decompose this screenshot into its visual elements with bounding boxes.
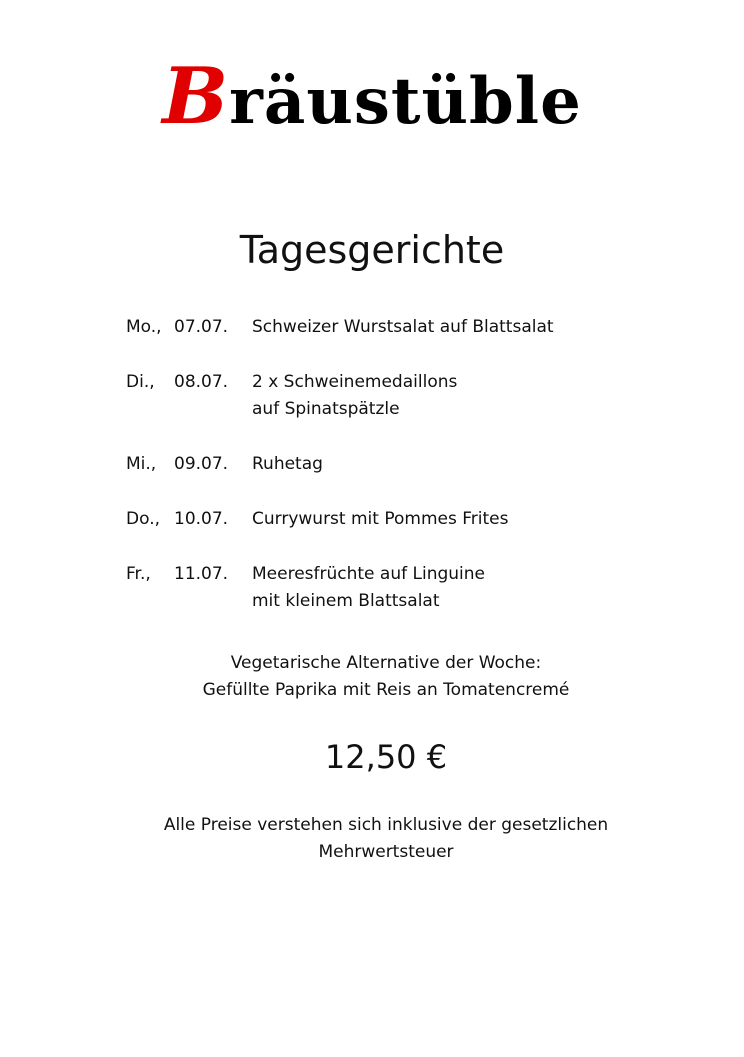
- logo-initial: B: [162, 51, 230, 142]
- menu-day: [126, 451, 244, 478]
- menu-row-friday: [126, 561, 646, 615]
- day-abbr: Do.,: [126, 509, 160, 529]
- day-abbr: Di.,: [126, 372, 155, 392]
- tax-note: [0, 812, 744, 866]
- day-abbr: Mo.,: [126, 317, 162, 337]
- tax-note-line: Alle Preise verstehen sich inklusive der gesetzlichen: [163, 815, 609, 835]
- menu-day: [126, 369, 244, 396]
- dish-line: Ruhetag: [252, 454, 323, 474]
- dish-line: Schweizer Wurstsalat auf Blattsalat: [252, 317, 554, 337]
- menu-day: [126, 561, 244, 588]
- page-title: Tagesgerichte: [239, 228, 505, 272]
- day-date: 07.07.: [174, 317, 229, 337]
- menu-dishes: [252, 369, 646, 423]
- vegetarian-dish: Gefüllte Paprika mit Reis an Tomatencremé: [202, 680, 570, 700]
- day-abbr: Mi.,: [126, 454, 157, 474]
- menu-dishes: [252, 314, 646, 341]
- brand-logo: [0, 52, 744, 147]
- menu-day: [126, 506, 244, 533]
- tax-note-line: Mehrwertsteuer: [318, 842, 454, 862]
- vegetarian-heading: Vegetarische Alternative der Woche:: [230, 653, 542, 673]
- daily-menu: [126, 314, 646, 643]
- menu-dishes: [252, 506, 646, 533]
- dish-line: mit kleinem Blattsalat: [252, 591, 440, 611]
- day-date: 11.07.: [174, 564, 229, 584]
- menu-dishes: [252, 561, 646, 615]
- menu-day: [126, 314, 244, 341]
- dish-line: 2 x Schweinemedaillons: [252, 372, 458, 392]
- dish-line: Meeresfrüchte auf Linguine: [252, 564, 485, 584]
- day-date: 10.07.: [174, 509, 229, 529]
- menu-row-tuesday: [126, 369, 646, 423]
- logo-text: räustüble: [229, 64, 582, 139]
- menu-dishes: [252, 451, 646, 478]
- vegetarian-alternative: [0, 650, 744, 704]
- day-date: 08.07.: [174, 372, 229, 392]
- menu-row-monday: [126, 314, 646, 341]
- day-date: 09.07.: [174, 454, 229, 474]
- dish-line: Currywurst mit Pommes Frites: [252, 509, 509, 529]
- menu-row-thursday: [126, 506, 646, 533]
- dish-line: auf Spinatspätzle: [252, 399, 400, 419]
- price: 12,50 €: [324, 738, 448, 776]
- day-abbr: Fr.,: [126, 564, 151, 584]
- menu-row-wednesday: [126, 451, 646, 478]
